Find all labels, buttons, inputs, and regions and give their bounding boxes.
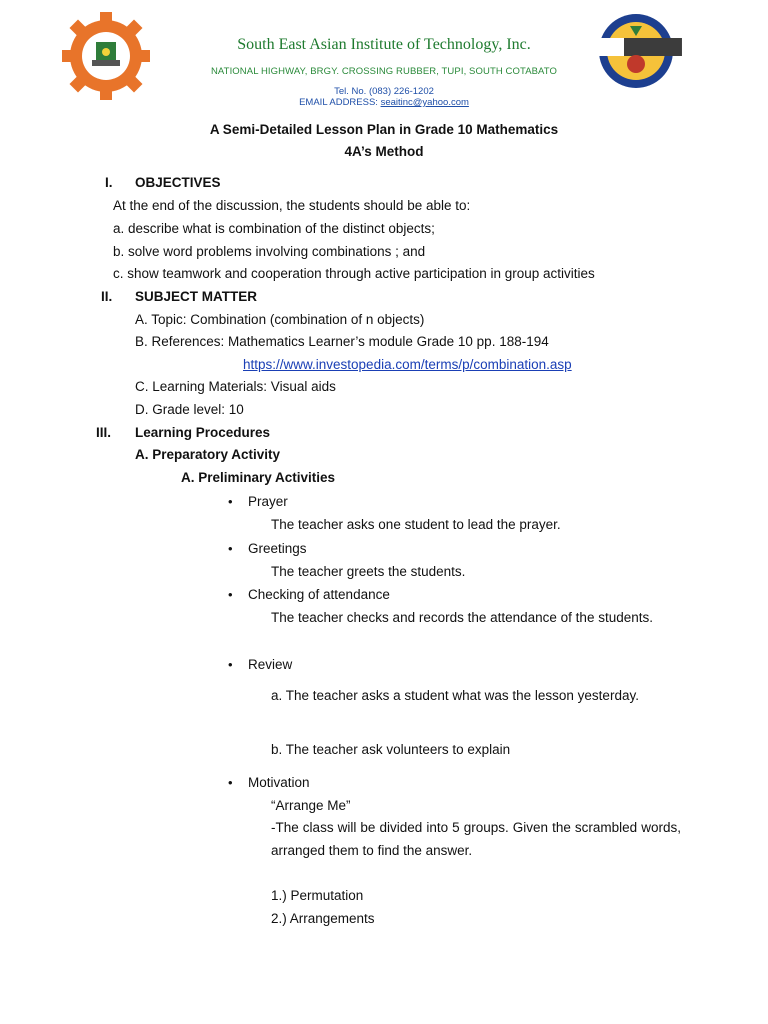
- email-label: EMAIL ADDRESS:: [299, 97, 381, 108]
- section-numeral-procedures: III.: [96, 425, 112, 440]
- bullet-icon: •: [228, 494, 233, 509]
- institution-email-line: [160, 97, 608, 108]
- institution-logo-left: [62, 12, 150, 100]
- section-numeral-objectives: I.: [105, 175, 113, 190]
- bullet-icon: •: [228, 775, 233, 790]
- objectives-intro: At the end of the discussion, the students should be able to:: [113, 198, 471, 213]
- email-link[interactable]: seaitinc@yahoo.com: [380, 97, 469, 108]
- objective-item: c. show teamwork and cooperation through active participation in group activities: [113, 266, 595, 281]
- review-item-b: b. The teacher ask volunteers to explain: [271, 742, 511, 757]
- bullet-icon: •: [228, 541, 233, 556]
- preparatory-activity-heading: A. Preparatory Activity: [135, 447, 281, 462]
- greetings-text: The teacher greets the students.: [271, 564, 466, 579]
- prayer-label: Prayer: [248, 494, 288, 509]
- preliminary-activities-heading: A. Preliminary Activities: [181, 470, 336, 485]
- motivation-label: Motivation: [248, 775, 310, 790]
- reference-link[interactable]: https://www.investopedia.com/terms/p/combination.asp: [243, 357, 572, 372]
- institution-telephone: Tel. No. (083) 226-1202: [334, 86, 434, 97]
- subject-item-topic: A. Topic: Combination (combination of n objects): [135, 312, 425, 327]
- subject-matter-heading: SUBJECT MATTER: [135, 289, 258, 304]
- bullet-icon: •: [228, 657, 233, 672]
- motivation-item: 1.) Permutation: [271, 888, 364, 903]
- objectives-heading: OBJECTIVES: [135, 175, 221, 190]
- objective-item: a. describe what is combination of the distinct objects;: [113, 221, 435, 236]
- motivation-title: “Arrange Me”: [271, 798, 351, 813]
- bullet-icon: •: [228, 587, 233, 602]
- document-title: A Semi-Detailed Lesson Plan in Grade 10 Mathematics: [209, 122, 559, 137]
- institution-address: NATIONAL HIGHWAY, BRGY. CROSSING RUBBER, TUPI, SOUTH COTABATO: [210, 66, 558, 77]
- subject-item-materials: C. Learning Materials: Visual aids: [135, 379, 336, 394]
- attendance-text: The teacher checks and records the attendance of the students.: [271, 610, 653, 625]
- review-label: Review: [248, 657, 293, 672]
- institution-name: South East Asian Institute of Technology, Inc.: [237, 36, 531, 53]
- procedures-heading: Learning Procedures: [135, 425, 271, 440]
- attendance-label: Checking of attendance: [248, 587, 390, 602]
- motivation-item: 2.) Arrangements: [271, 911, 375, 926]
- document-subtitle: 4A’s Method: [344, 144, 424, 159]
- prayer-text: The teacher asks one student to lead the prayer.: [271, 517, 561, 532]
- motivation-text: -The class will be divided into 5 groups. Given the scrambled words, arranged them to find the answer.: [271, 820, 681, 858]
- subject-item-grade-level: D. Grade level: 10: [135, 402, 244, 417]
- objective-item: b. solve word problems involving combinations ; and: [113, 244, 426, 259]
- section-numeral-subject-matter: II.: [101, 289, 113, 304]
- subject-item-references: B. References: Mathematics Learner’s module Grade 10 pp. 188-194: [135, 334, 549, 349]
- greetings-label: Greetings: [248, 541, 307, 556]
- review-item-a: a. The teacher asks a student what was the lesson yesterday.: [271, 688, 639, 703]
